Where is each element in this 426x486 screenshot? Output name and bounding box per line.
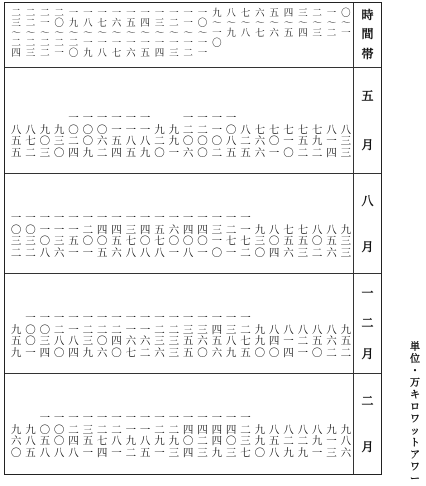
time-slot-label: 二 〇 ～ 二 一 xyxy=(54,8,64,59)
value-cell: 八 三 三 xyxy=(340,123,352,159)
value-cell: 一 二 七 五 xyxy=(240,312,251,359)
value-cell: 一 三 六 〇 xyxy=(197,312,208,359)
value-cell: 一 一 七 二 xyxy=(240,212,251,259)
time-slot-label: 一 八 ～ 一 九 xyxy=(83,8,93,59)
value-cell: 一 三 五 一 xyxy=(82,412,94,459)
value-cell: 一 〇 〇 八 xyxy=(53,412,65,459)
value-cell: 一 〇 五 八 xyxy=(39,412,51,459)
unit-label: 単 位 ・ 万 キ ロ ワ ッ ト ア ワ ー xyxy=(410,342,420,485)
value-cell: 八 四 〇 xyxy=(268,323,280,359)
time-slot-label: 一 四 ～ 一 五 xyxy=(140,8,150,59)
value-cell: 一 二 三 九 xyxy=(82,312,94,359)
time-slot-label: 一 〇 ～ 一 一 xyxy=(197,8,208,59)
value-cell: 一 二 七 四 xyxy=(96,412,108,459)
row-divider xyxy=(5,67,381,68)
value-cell: 一 二 〇 六 xyxy=(182,112,194,159)
value-cell: 一 〇 二 四 xyxy=(68,112,79,159)
value-cell: 八 一 四 xyxy=(283,323,294,359)
value-cell: 九 一 三 xyxy=(326,423,337,459)
value-cell: 一 三 一 〇 xyxy=(211,212,223,259)
value-cell: 一 四 五 六 xyxy=(111,212,122,259)
value-cell: 九 九 〇 xyxy=(254,323,266,359)
value-cell: 八 一 四 xyxy=(326,123,337,159)
value-cell: 一 四 二 三 xyxy=(197,412,208,459)
value-cell: 一 一 六 二 xyxy=(139,312,151,359)
time-slot-label: 一 二 ～ 一 三 xyxy=(169,8,179,59)
value-cell: 八 二 一 xyxy=(297,323,309,359)
value-cell: 一 一 九 二 xyxy=(125,412,137,459)
value-cell: 一 二 九 一 xyxy=(154,412,165,459)
value-cell: 一 二 八 〇 xyxy=(53,312,65,359)
value-cell: 九 九 一 xyxy=(168,123,180,159)
value-cell: 七 〇 一 xyxy=(268,123,280,159)
value-cell: 七 一 〇 xyxy=(283,123,294,159)
value-cell: 一 二 四 〇 xyxy=(111,312,122,359)
value-cell: 一 〇 八 五 xyxy=(225,112,237,159)
value-cell: 八 〇 四 xyxy=(268,223,280,259)
time-slot-label: 七 ～ 八 xyxy=(240,8,251,39)
value-cell: 八 五 〇 xyxy=(311,323,323,359)
value-cell: 七 九 二 xyxy=(311,123,323,159)
value-cell: 七 五 三 xyxy=(297,223,309,259)
value-cell: 七 五 六 xyxy=(283,223,294,259)
value-cell: 一 四 〇 八 xyxy=(182,212,194,259)
value-cell: 一 四 〇 八 xyxy=(139,212,151,259)
time-header-label: 時 間 帯 xyxy=(361,8,374,61)
time-slot-label: 一 三 ～ 一 四 xyxy=(154,8,165,59)
value-cell: 九 〇 三 xyxy=(39,123,51,159)
value-cell: 一 一 六 七 xyxy=(125,312,137,359)
value-cell: 九 九 〇 xyxy=(254,423,266,459)
value-cell: 一 三 五 五 xyxy=(182,312,194,359)
time-slot-label: 一 九 ～ 二 〇 xyxy=(68,8,79,59)
time-slot-label: 〇 ～ 一 xyxy=(341,8,351,39)
value-cell: 一 一 〇 八 xyxy=(39,212,51,259)
time-slot-label: 二 一 ～ 二 二 xyxy=(40,8,50,59)
time-slot-label: 五 ～ 六 xyxy=(269,8,279,39)
month-label: 二 月 xyxy=(361,393,374,454)
value-cell: 一 二 〇 六 xyxy=(96,312,108,359)
time-slot-label: 八 ～ 九 xyxy=(226,8,236,39)
value-cell: 一 二 四 八 xyxy=(68,412,79,459)
value-cell: 九 五 二 xyxy=(340,323,352,359)
time-slot-label: 四 ～ 五 xyxy=(283,8,294,39)
value-cell: 一 一 三 六 xyxy=(53,212,65,259)
value-cell: 一 〇 六 二 xyxy=(96,112,108,159)
value-cell: 八 五 五 xyxy=(10,123,22,159)
value-cell: 九 五 九 xyxy=(10,323,22,359)
value-cell: 八 七 二 xyxy=(25,123,36,159)
time-slot-label: 二 三 ～ 二 四 xyxy=(11,8,21,59)
value-cell: 九 三 〇 xyxy=(254,223,266,259)
value-cell: 一 一 八 四 xyxy=(68,312,79,359)
value-cell: 一 四 〇 一 xyxy=(197,212,208,259)
month-label: 五 月 xyxy=(361,89,374,152)
value-cell: 八 二 九 xyxy=(297,423,309,459)
value-cell: 一 〇 三 二 xyxy=(25,212,36,259)
value-cell: 一 六 〇 一 xyxy=(168,212,180,259)
value-cell: 一 〇 三 二 xyxy=(10,212,22,259)
value-cell: 一 五 七 八 xyxy=(154,212,165,259)
value-cell: 一 一 〇 二 xyxy=(211,112,223,159)
value-cell: 九 二 〇 xyxy=(154,123,165,159)
value-cell: 九 六 〇 xyxy=(10,423,22,459)
value-cell: 一 三 七 八 xyxy=(125,212,137,259)
value-cell: 一 一 五 四 xyxy=(111,112,122,159)
value-cell: 一 二 三 六 xyxy=(154,312,165,359)
time-slot-label: 一 ～ 二 xyxy=(326,8,337,39)
value-cell: 一 二 〇 〇 xyxy=(197,112,208,159)
consumption-table xyxy=(4,2,382,475)
value-cell: 一 一 八 五 xyxy=(139,412,151,459)
time-slot-label: 一 六 ～ 一 七 xyxy=(111,8,122,59)
value-cell: 一 一 五 一 xyxy=(68,212,79,259)
value-cell: 七 六 六 xyxy=(254,123,266,159)
value-cell: 八 二 九 xyxy=(283,423,294,459)
value-cell: 一 〇 三 四 xyxy=(39,312,51,359)
value-cell: 一 二 〇 一 xyxy=(82,212,94,259)
value-cell: 一 二 三 七 xyxy=(240,412,251,459)
month-label: 八 月 xyxy=(361,193,374,254)
row-divider xyxy=(5,173,381,174)
value-cell: 一 一 八 五 xyxy=(125,112,137,159)
value-cell: 九 三 三 xyxy=(340,223,352,259)
value-cell: 一 四 五 六 xyxy=(211,312,223,359)
value-cell: 一 二 七 一 xyxy=(225,212,237,259)
value-cell: 一 四 〇 四 xyxy=(182,412,194,459)
time-slot-label: 二 二 ～ 二 三 xyxy=(25,8,36,59)
row-divider xyxy=(5,273,381,274)
value-cell: 一 〇 〇 一 xyxy=(25,312,36,359)
month-label: 一 二 月 xyxy=(361,285,374,362)
time-slot-label: 六 ～ 七 xyxy=(255,8,265,39)
value-cell: 九 三 〇 xyxy=(53,123,65,159)
value-cell: 一 一 八 九 xyxy=(139,112,151,159)
value-cell: 一 四 〇 五 xyxy=(96,212,108,259)
value-cell: 一 二 八 一 xyxy=(111,412,122,459)
value-cell: 八 六 二 xyxy=(326,323,337,359)
value-cell: 八 九 一 xyxy=(311,423,323,459)
time-slot-label: 三 ～ 四 xyxy=(298,8,308,39)
time-slot-label: 一 一 ～ 一 二 xyxy=(183,8,193,59)
value-cell: 一 四 四 九 xyxy=(211,412,223,459)
value-cell: 一 四 〇 三 xyxy=(225,412,237,459)
value-cell: 九 八 五 xyxy=(25,423,36,459)
time-slot-label: 一 七 ～ 一 八 xyxy=(97,8,107,59)
value-cell: 八 〇 二 xyxy=(311,223,323,259)
value-cell: 一 二 九 三 xyxy=(168,412,180,459)
time-slot-label: 九 ～ 一 〇 xyxy=(212,8,222,49)
value-cell: 七 五 二 xyxy=(297,123,309,159)
time-slot-label: 二 ～ 三 xyxy=(312,8,322,39)
value-cell: 八 二 五 xyxy=(240,123,251,159)
value-cell: 九 八 六 xyxy=(340,423,352,459)
value-cell: 一 〇 〇 九 xyxy=(82,112,94,159)
value-cell: 一 二 三 三 xyxy=(168,312,180,359)
value-cell: 八 五 六 xyxy=(326,223,337,259)
row-divider xyxy=(5,373,381,374)
time-slot-label: 一 五 ～ 一 六 xyxy=(126,8,136,59)
value-cell: 八 五 八 xyxy=(268,423,280,459)
value-cell: 一 三 八 九 xyxy=(225,312,237,359)
